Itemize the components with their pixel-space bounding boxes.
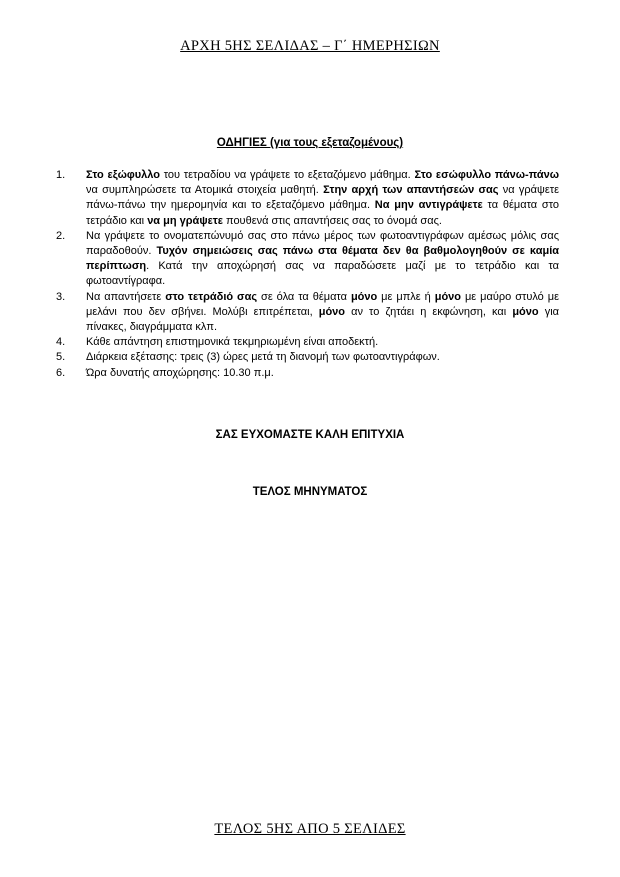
page-footer (0, 821, 620, 838)
instruction-text-bold: μόνο (318, 305, 346, 318)
instruction-text: Κάθε απάντηση επιστημονικά τεκμηριωμένη είναι αποδεκτή. (86, 336, 379, 349)
end-of-message: ΤΕΛΟΣ ΜΗΝΥΜΑΤΟΣ (252, 486, 368, 498)
instruction-text-part: Να απαντήσετε (86, 290, 166, 303)
instruction-number: 5. (56, 351, 66, 364)
instructions-title (0, 137, 620, 149)
instruction-text (86, 169, 559, 227)
instruction-text-part: πουθενά στις απαντήσεις σας το όνομά σας. (222, 214, 442, 227)
page-footer-text: ΤΕΛΟΣ 5ΗΣ ΑΠΟ 5 ΣΕΛΙΔΕΣ (214, 821, 406, 837)
instruction-text-part: με μπλε ή (377, 290, 435, 303)
instruction-item-2 (56, 229, 559, 290)
instruction-text-part: του τετραδίου να γράψετε το εξεταζόμενο μάθημα. (159, 169, 415, 181)
instruction-text-part: να συμπληρώσετε τα Ατομικά στοιχεία μαθητή. (86, 184, 324, 197)
instruction-text-bold: Στο εξώφυλλο (86, 169, 160, 181)
instruction-text-bold: να μη γράψετε (147, 214, 223, 227)
instruction-text-part: τα θέματα στο τετράδιο και (86, 199, 559, 227)
instruction-text-bold: μόνο (350, 290, 378, 303)
instruction-text-bold: Στην αρχή των απαντήσεών σας (323, 184, 499, 197)
instruction-text-bold: Στο εσώφυλλο πάνω-πάνω (414, 169, 560, 181)
instruction-text (86, 291, 559, 333)
instruction-text-bold: Να μην αντιγράψετε (374, 199, 483, 212)
instruction-text-bold: μόνο (512, 305, 539, 318)
instruction-item-4 (56, 335, 559, 350)
instruction-number: 3. (56, 290, 66, 303)
instruction-number: 1. (56, 169, 66, 181)
instruction-number: 4. (56, 336, 66, 349)
instruction-text-part: να γράψετε πάνω-πάνω την ημερομηνία και το εξεταζόμενο μάθημα. (86, 184, 559, 212)
page-header-text: ΑΡΧΗ 5ΗΣ ΣΕΛΙΔΑΣ – Γ΄ ΗΜΕΡΗΣΙΩΝ (180, 38, 440, 54)
instruction-item-3 (56, 290, 559, 336)
instruction-item-5 (56, 350, 559, 365)
instruction-text-part: Να γράψετε το ονοματεπώνυμό σας στο πάνω μέρος των φωτοαντιγράφων αμέσως μόλις σας παραδοθούν. (86, 229, 559, 258)
instruction-text: Διάρκεια εξέτασης: τρεις (3) ώρες μετά τη διανομή των φωτοαντιγράφων. (86, 351, 440, 364)
instruction-text-part: σε όλα τα θέματα (257, 290, 351, 303)
instruction-text (86, 230, 559, 288)
instruction-text-bold: μόνο (434, 290, 462, 303)
instruction-text-part: με μαύρο στυλό με μελάνι που δεν σβήνει. Μολύβι επιτρέπεται, (86, 290, 559, 318)
instruction-number: 2. (56, 229, 66, 242)
instruction-text: Ώρα δυνατής αποχώρησης: 10.30 π.μ. (86, 366, 274, 379)
instruction-item-6 (56, 366, 559, 381)
instruction-text-part: για πίνακες, διαγράμματα κλπ. (86, 305, 559, 334)
good-luck-message: ΣΑΣ ΕΥΧΟΜΑΣΤΕ ΚΑΛΗ ΕΠΙΤΥΧΙΑ (215, 429, 405, 441)
instruction-text-part: αν το ζητάει η εκφώνηση, και (345, 305, 513, 318)
instruction-number: 6. (56, 366, 66, 379)
instruction-text-bold: Τυχόν σημειώσεις σας πάνω στα θέματα δεν θα βαθμολογηθούν σε καμία περίπτωση (86, 245, 560, 273)
instruction-item-1 (56, 168, 559, 229)
instruction-text-bold: στο τετράδιό σας (165, 290, 258, 303)
instructions-title-text: ΟΔΗΓΙΕΣ (για τους εξεταζομένους) (216, 137, 404, 149)
instructions-list (56, 168, 559, 381)
page-header (0, 38, 620, 55)
instruction-text-part: . Κατά την αποχώρησή σας να παραδώσετε μαζί με το τετράδιο και τα φωτοαντίγραφα. (86, 260, 559, 288)
